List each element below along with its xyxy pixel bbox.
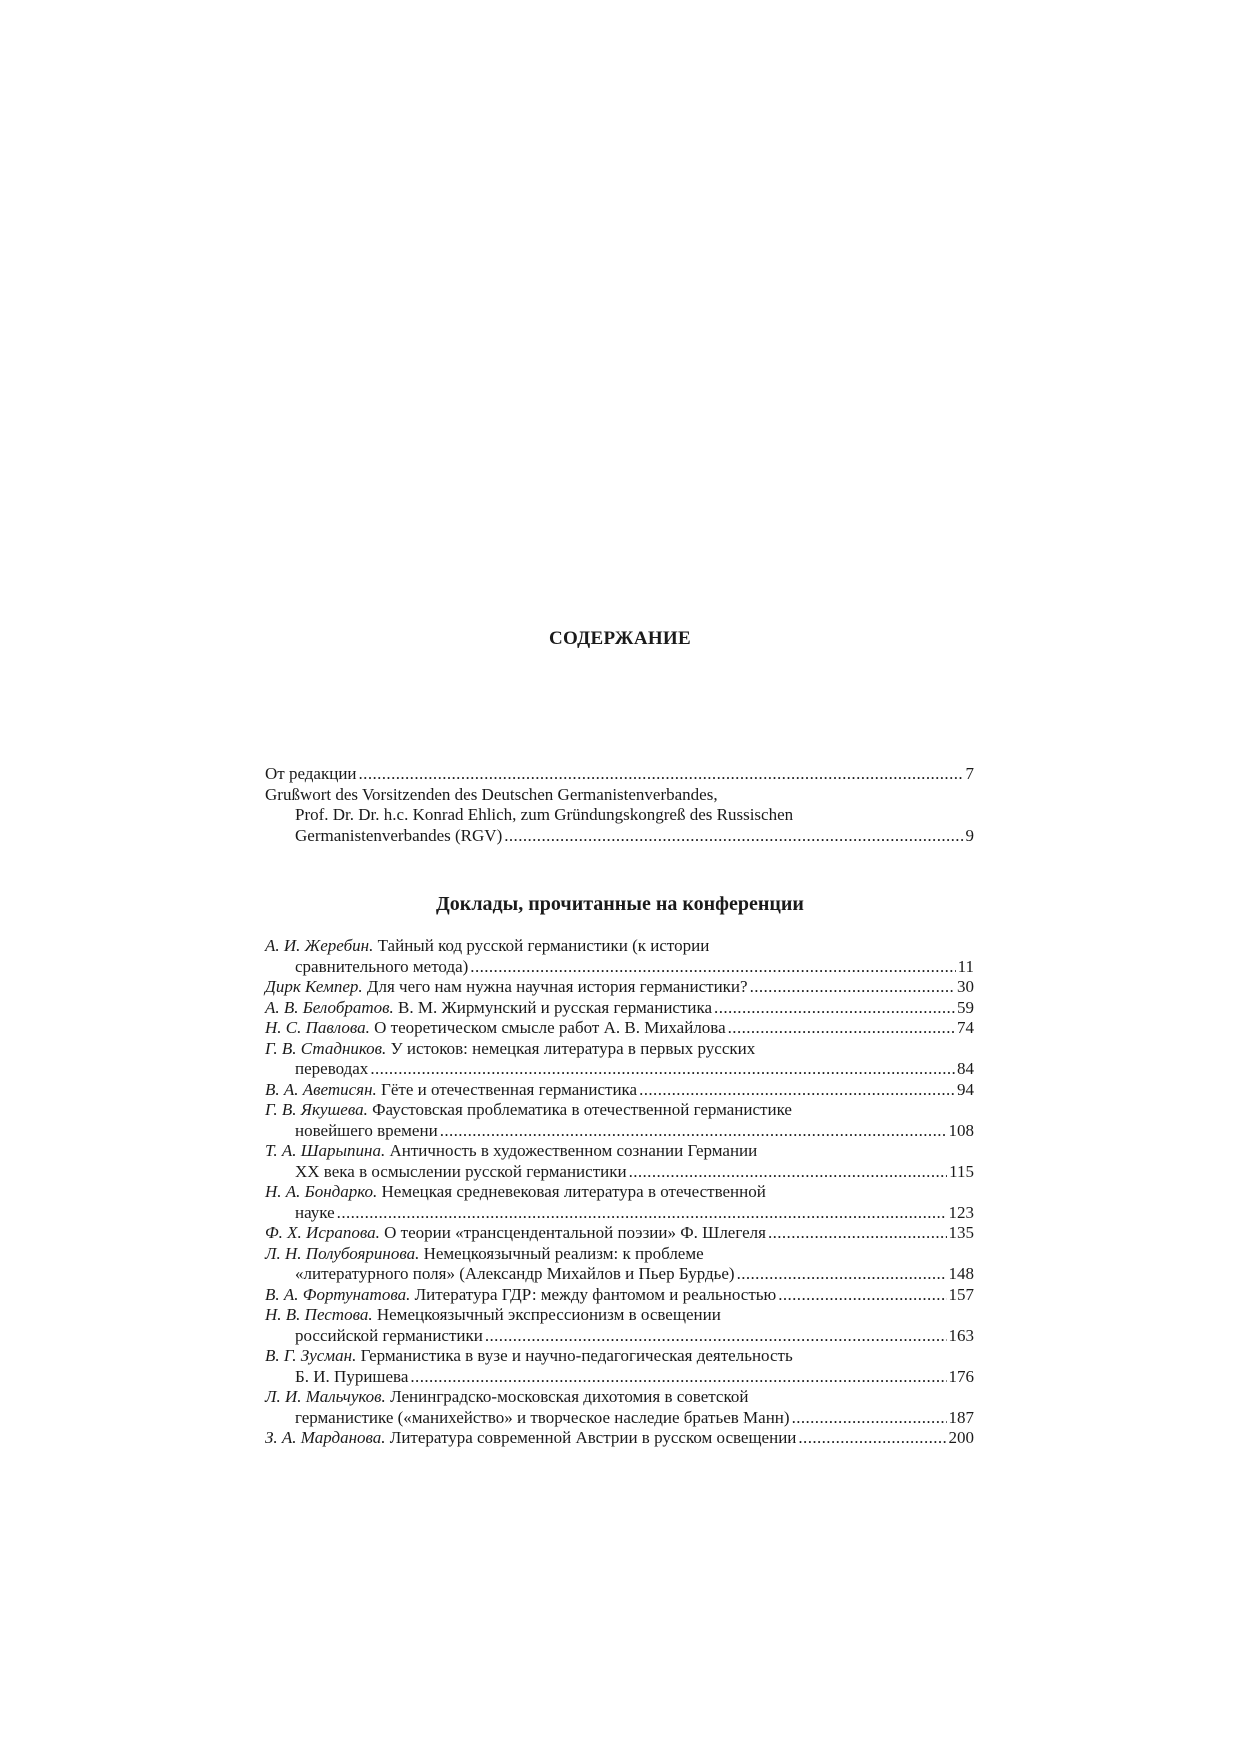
toc-entry-line bbox=[265, 785, 974, 806]
toc-entry bbox=[265, 1039, 974, 1080]
page-title: СОДЕРЖАНИЕ bbox=[549, 628, 691, 649]
toc-entry-line bbox=[265, 1203, 974, 1224]
toc-entry-title: «литературного поля» (Александр Михайлов и Пьер Бурдье) bbox=[295, 1264, 735, 1283]
toc-entry-page: 176 bbox=[948, 1366, 974, 1386]
toc-entry-title: Немецкоязычный экспрессионизм в освещении bbox=[376, 1305, 721, 1324]
toc-entry-title: У истоков: немецкая литература в первых русских bbox=[390, 1038, 756, 1058]
toc-entry bbox=[265, 1141, 974, 1182]
toc-entry-text bbox=[265, 1244, 704, 1265]
toc-entry-line bbox=[265, 826, 974, 847]
toc-entry-text bbox=[265, 1223, 766, 1244]
toc-entry-line bbox=[265, 1039, 974, 1060]
toc-entry bbox=[265, 1223, 974, 1244]
toc-entry bbox=[265, 1285, 974, 1306]
toc-entry-line bbox=[265, 936, 974, 957]
toc-entry-page: 115 bbox=[949, 1161, 974, 1181]
toc-entry-line bbox=[265, 1080, 974, 1101]
toc-entry-text bbox=[295, 1326, 483, 1347]
toc-entry-page: 94 bbox=[957, 1079, 974, 1099]
toc-entry-author: Г. В. Якушева. bbox=[265, 1100, 368, 1119]
dot-leader bbox=[728, 1018, 955, 1039]
toc-entry-title: XX века в осмыслении русской германистики bbox=[295, 1161, 627, 1181]
toc-entry-author: Л. И. Мальчуков. bbox=[265, 1387, 386, 1406]
toc-entry-text bbox=[265, 785, 718, 806]
toc-entry-line bbox=[265, 1141, 974, 1162]
toc-intro bbox=[265, 764, 974, 846]
toc-entry-author: А. И. Жеребин. bbox=[265, 936, 374, 955]
section-title: Доклады, прочитанные на конференции bbox=[436, 893, 804, 915]
toc-entry bbox=[265, 1387, 974, 1428]
toc-entry-page: 74 bbox=[957, 1018, 974, 1037]
toc-entry-text bbox=[265, 977, 748, 998]
dot-leader bbox=[714, 998, 955, 1019]
toc-entry bbox=[265, 998, 974, 1019]
toc-entry-page: 187 bbox=[948, 1407, 974, 1427]
toc-entry bbox=[265, 1182, 974, 1223]
toc-entry-line bbox=[265, 1059, 974, 1080]
dot-leader bbox=[798, 1428, 946, 1449]
toc-entry-page: 148 bbox=[948, 1264, 974, 1283]
toc-entry-text bbox=[295, 1367, 408, 1388]
toc-entry-author: Т. А. Шарыпина. bbox=[265, 1141, 386, 1160]
toc-entry-line bbox=[265, 1326, 974, 1347]
toc-entry-text bbox=[265, 764, 357, 785]
toc-entry-author: Н. А. Бондарко. bbox=[265, 1182, 378, 1201]
toc-entry-line bbox=[265, 1121, 974, 1142]
toc-entry-text bbox=[265, 1305, 721, 1326]
toc-entry bbox=[265, 1305, 974, 1346]
toc-entry-text bbox=[265, 1039, 755, 1060]
toc-entry-text bbox=[265, 936, 709, 957]
toc-entry-title: Б. И. Пуришева bbox=[295, 1366, 409, 1386]
toc-entry-title: Для чего нам нужна научная история германистики? bbox=[366, 977, 748, 996]
toc-entry-title: О теории «трансцендентальной поэзии» Ф. Шлегеля bbox=[384, 1223, 766, 1242]
dot-leader bbox=[768, 1223, 947, 1244]
dot-leader bbox=[750, 977, 955, 998]
toc-entry-title: германистике («манихейство» и творческое наследие братьев Манн) bbox=[295, 1407, 790, 1427]
toc-entry-text bbox=[265, 1141, 757, 1162]
toc-entry-line bbox=[265, 764, 974, 785]
toc-entry-text bbox=[295, 1203, 335, 1224]
toc-entry-title: Немецкая средневековая литература в отечественной bbox=[381, 1182, 766, 1201]
toc-entry bbox=[265, 977, 974, 998]
dot-leader bbox=[504, 826, 963, 847]
toc-entry-page: 59 bbox=[957, 997, 974, 1017]
toc-entry-title: Гёте и отечественная германистика bbox=[381, 1079, 638, 1099]
toc-entry-text bbox=[295, 1162, 627, 1183]
toc-entry-title: В. М. Жирмунский и русская германистика bbox=[398, 997, 713, 1017]
toc-entry-page: 9 bbox=[965, 825, 974, 845]
toc-entry-text bbox=[265, 1100, 792, 1121]
toc-entry-line bbox=[265, 1346, 974, 1367]
toc-main bbox=[265, 936, 974, 1449]
toc-entry-text bbox=[265, 998, 712, 1019]
dot-leader bbox=[629, 1162, 948, 1183]
toc-entry-line bbox=[265, 1408, 974, 1429]
toc-entry-line bbox=[265, 805, 974, 826]
toc-entry bbox=[265, 936, 974, 977]
toc-entry-line bbox=[265, 1285, 974, 1306]
toc-entry-title: Prof. Dr. Dr. h.c. Konrad Ehlich, zum Gründungskongreß des Russischen bbox=[295, 805, 794, 824]
toc-entry bbox=[265, 1080, 974, 1101]
toc-entry-text bbox=[265, 1285, 776, 1306]
toc-entry-page: 11 bbox=[957, 956, 974, 976]
toc-entry-page: 84 bbox=[957, 1059, 974, 1078]
toc-entry-text bbox=[295, 826, 502, 847]
toc-entry-text bbox=[265, 1346, 793, 1367]
toc-entry-author: А. В. Белобратов. bbox=[265, 997, 394, 1017]
toc-entry-title: науке bbox=[295, 1202, 335, 1222]
toc-entry-line bbox=[265, 998, 974, 1019]
toc-entry-page: 163 bbox=[948, 1325, 974, 1345]
dot-leader bbox=[337, 1203, 947, 1224]
toc-entry bbox=[265, 785, 974, 847]
toc-entry-line bbox=[265, 1100, 974, 1121]
toc-entry-line bbox=[265, 1367, 974, 1388]
toc-entry-line bbox=[265, 1018, 974, 1039]
toc-entry-text bbox=[295, 1408, 790, 1429]
toc-entry-title: Фаустовская проблематика в отечественной германистике bbox=[372, 1100, 792, 1119]
toc-entry-title: Германистика в вузе и научно-педагогическая деятельность bbox=[360, 1346, 793, 1365]
toc-entry-page: 108 bbox=[948, 1120, 974, 1140]
toc-entry-title: О теоретическом смысле работ А. В. Михайлова bbox=[374, 1018, 726, 1037]
toc-entry-line bbox=[265, 1244, 974, 1265]
dot-leader bbox=[410, 1367, 946, 1388]
toc-entry-line bbox=[265, 1428, 974, 1449]
toc-entry-text bbox=[295, 1059, 368, 1080]
toc-entry-line bbox=[265, 957, 974, 978]
toc-entry-title: сравнительного метода) bbox=[295, 956, 469, 976]
dot-leader bbox=[440, 1121, 947, 1142]
toc-entry-title: Ленинградско-московская дихотомия в советской bbox=[390, 1387, 749, 1406]
toc-entry-title: Литература ГДР: между фантомом и реальностью bbox=[414, 1284, 777, 1304]
toc-entry-page: 7 bbox=[965, 764, 974, 783]
toc-entry-author: Н. С. Павлова. bbox=[265, 1018, 370, 1037]
toc-entry-text bbox=[265, 1387, 748, 1408]
toc-entry-text bbox=[265, 1428, 796, 1449]
toc-entry-page: 157 bbox=[948, 1284, 974, 1304]
toc-entry-page: 123 bbox=[948, 1202, 974, 1222]
toc-entry-text bbox=[265, 1018, 726, 1039]
toc-entry bbox=[265, 1100, 974, 1141]
toc-entry-author: В. А. Аветисян. bbox=[265, 1079, 377, 1099]
toc-entry-line bbox=[265, 1305, 974, 1326]
toc-entry-author: Дирк Кемпер. bbox=[265, 977, 363, 996]
toc-entry bbox=[265, 1018, 974, 1039]
toc-entry-author: З. А. Марданова. bbox=[265, 1428, 386, 1447]
toc-entry-text bbox=[295, 805, 793, 826]
toc-entry bbox=[265, 1346, 974, 1387]
dot-leader bbox=[778, 1285, 946, 1306]
toc-entry-title: Germanistenverbandes (RGV) bbox=[295, 825, 503, 845]
toc-entry-page: 200 bbox=[948, 1428, 974, 1447]
toc-entry-title: переводах bbox=[295, 1059, 369, 1078]
toc-entry-text bbox=[295, 1121, 438, 1142]
toc-entry-line bbox=[265, 977, 974, 998]
dot-leader bbox=[485, 1326, 947, 1347]
toc-entry-author: В. А. Фортунатова. bbox=[265, 1284, 411, 1304]
toc-entry bbox=[265, 764, 974, 785]
toc-entry-author: Л. Н. Полубояринова. bbox=[265, 1243, 420, 1263]
toc-entry-line bbox=[265, 1182, 974, 1203]
toc-entry-text bbox=[295, 957, 468, 978]
toc-entry-title: Античность в художественном сознании Германии bbox=[389, 1141, 758, 1160]
dot-leader bbox=[792, 1408, 947, 1429]
dot-leader bbox=[737, 1264, 947, 1285]
toc-entry-title: новейшего времени bbox=[295, 1120, 438, 1140]
toc-entry-title: От редакции bbox=[265, 764, 357, 783]
toc-entry bbox=[265, 1428, 974, 1449]
toc-entry-title: российской германистики bbox=[295, 1325, 483, 1345]
toc-entry-line bbox=[265, 1223, 974, 1244]
toc-entry-title: Немецкоязычный реализм: к проблеме bbox=[423, 1243, 704, 1263]
toc-entry bbox=[265, 1244, 974, 1285]
toc-entry-page: 30 bbox=[957, 977, 974, 996]
toc-entry-author: Ф. Х. Исрапова. bbox=[265, 1223, 380, 1242]
toc-entry-text bbox=[295, 1264, 735, 1285]
toc-entry-author: Н. В. Пестова. bbox=[265, 1305, 373, 1324]
toc-entry-page: 135 bbox=[948, 1223, 974, 1242]
dot-leader bbox=[370, 1059, 955, 1080]
toc-entry-author: Г. В. Стадников. bbox=[265, 1038, 387, 1058]
toc-entry-author: В. Г. Зусман. bbox=[265, 1346, 357, 1365]
toc-entry-line bbox=[265, 1387, 974, 1408]
toc-entry-title: Тайный код русской германистики (к истории bbox=[377, 936, 710, 955]
toc-entry-line bbox=[265, 1162, 974, 1183]
toc-entry-title: Grußwort des Vorsitzenden des Deutschen Germanistenverbandes, bbox=[265, 784, 718, 804]
dot-leader bbox=[639, 1080, 955, 1101]
dot-leader bbox=[470, 957, 955, 978]
toc-entry-line bbox=[265, 1264, 974, 1285]
toc-entry-title: Литература современной Австрии в русском освещении bbox=[389, 1428, 797, 1447]
toc-entry-text bbox=[265, 1080, 637, 1101]
toc-entry-text bbox=[265, 1182, 766, 1203]
dot-leader bbox=[359, 764, 964, 785]
